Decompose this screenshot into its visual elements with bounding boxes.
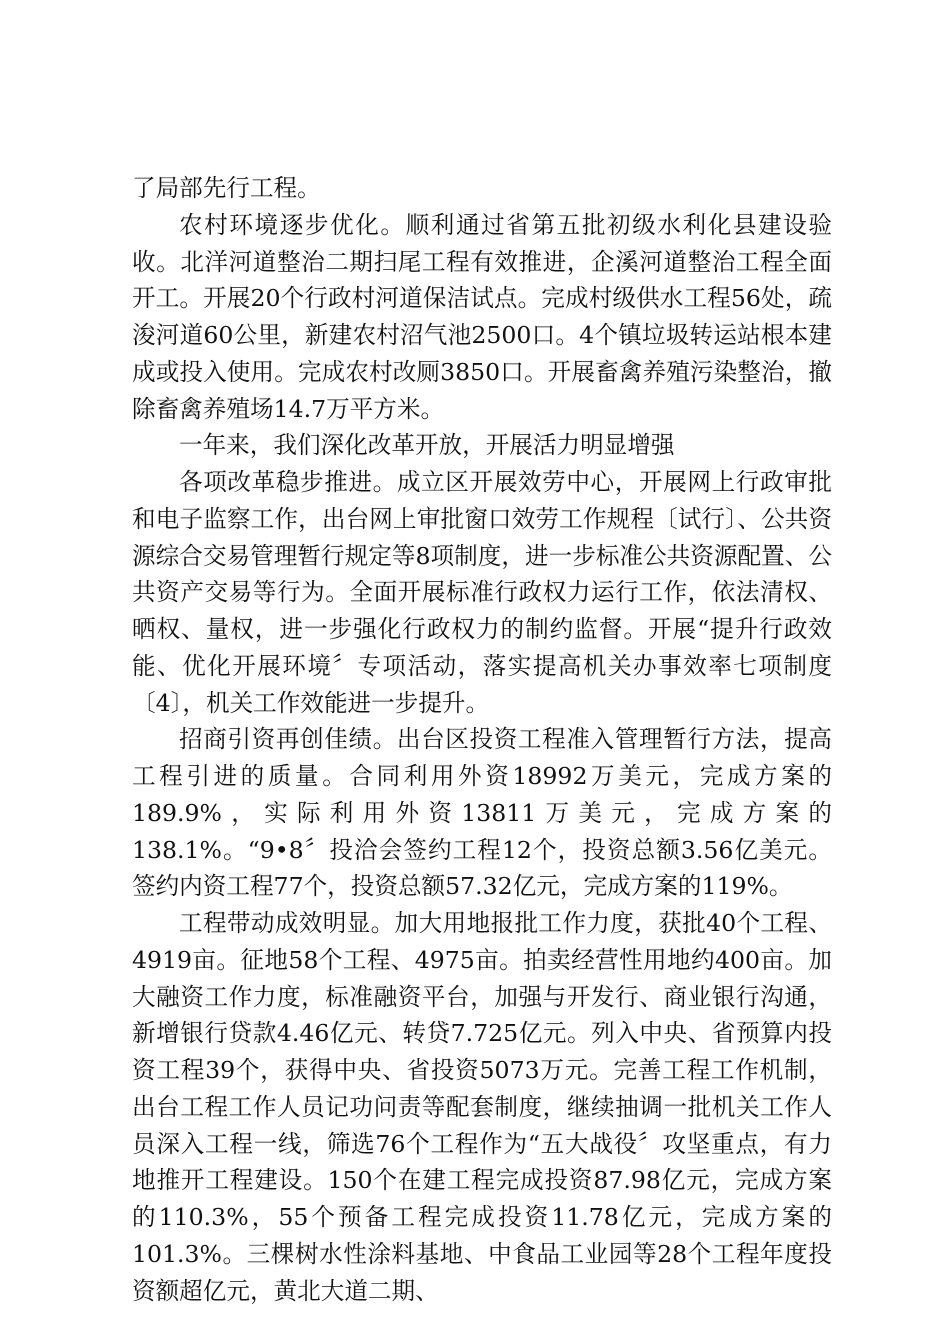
paragraph-rural-environment: 农村环境逐步优化。顺利通过省第五批初级水利化县建设验收。北洋河道整治二期扫尾工程有效推进，企溪河道整治工程全面开工。开展20个行政村河道保洁试点。完成村级供水工程56处，疏浚河道60公里，新建农村沼气池2500口。4个镇垃圾转运站根本建成或投入使用。完成农村改厕3850口。开展畜禽养殖污染整治，撤除畜禽养殖场14.7万平方米。 (132, 210, 832, 423)
document-body (132, 170, 832, 1309)
paragraph-reform-progress: 各项改革稳步推进。成立区开展效劳中心，开展网上行政审批和电子监察工作，出台网上审批窗口效劳工作规程〔试行〕、公共资源综合交易管理暂行规定等8项制度，进一步标准公共资源配置、公共资产交易等行为。全面开展标准行政权力运行工作，依法清权、晒权、量权，进一步强化行政权力的制约监督。开展“提升行政效能、优化开展环境〞专项活动，落实提高机关办事效率七项制度〔4〕，机关工作效能进一步提升。 (132, 468, 832, 717)
paragraph-projects: 工程带动成效明显。加大用地报批工作力度，获批40个工程、4919亩。征地58个工程、4975亩。拍卖经营性用地约400亩。加大融资工作力度，标准融资平台，加强与开发行、商业银行沟通，新增银行贷款4.46亿元、转贷7.725亿元。列入中央、省预算内投资工程39个，获得中央、省投资5073万元。完善工程工作机制，出台工程工作人员记功问责等配套制度，继续抽调一批机关工作人员深入工程一线，筛选76个工程作为“五大战役〞攻坚重点，有力地推开工程建设。150个在建工程完成投资87.98亿元，完成方案的110.3%，55个预备工程完成投资11.78亿元，完成方案的101.3%。三棵树水性涂料基地、中食品工业园等28个工程年度投资额超亿元，黄北大道二期、 (132, 909, 832, 1305)
paragraph-continuation: 了局部先行工程。 (132, 174, 321, 202)
paragraph-investment: 招商引资再创佳绩。出台区投资工程准入管理暂行方法，提高工程引进的质量。合同利用外资18992万美元，完成方案的189.9%，实际利用外资13811万美元，完成方案的138.1%。“9•8〞投洽会签约工程12个，投资总额3.56亿美元。签约内资工程77个，投资总额57.32亿元，完成方案的119%。 (132, 725, 832, 901)
paragraph-reform-heading: 一年来，我们深化改革开放，开展活力明显增强 (179, 431, 675, 460)
